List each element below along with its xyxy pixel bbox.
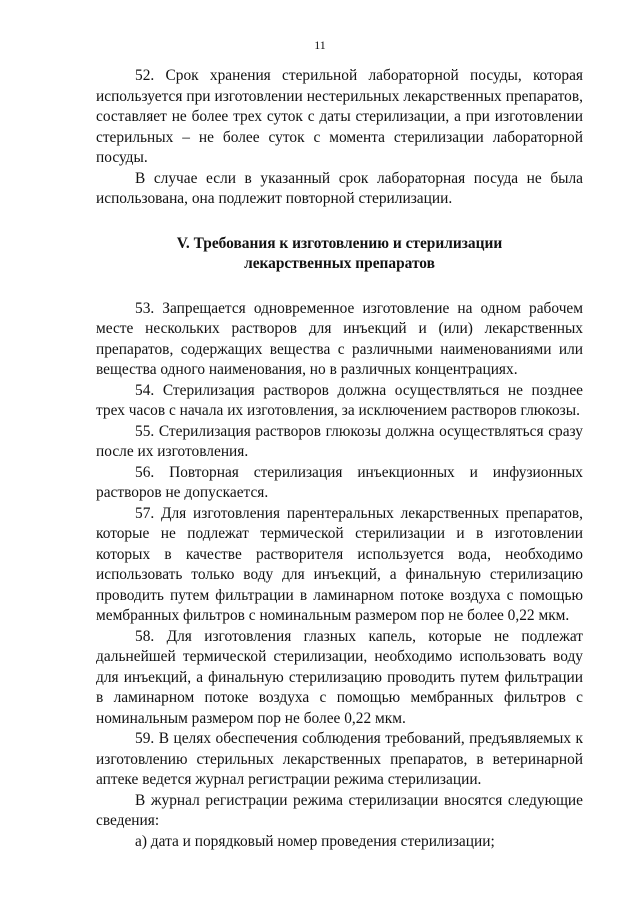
paragraph-58: 58. Для изготовления глазных капель, которые не подлежат дальнейшей термической стерилизации, необходимо использовать воду для инъекций, а финальную стерилизацию проводить путем фильтрации в ламинарном потоке воздуха с помощью мембранных фильтров с номинальным размером пор не более 0,22 мкм. [96, 627, 583, 727]
section-heading [96, 234, 583, 275]
section-heading-line-1: V. Требования к изготовлению и стерилизации [176, 234, 503, 252]
document-body [96, 66, 583, 852]
page-number: 11 [314, 38, 326, 52]
paragraph-59: 59. В целях обеспечения соблюдения требований, предъявляемых к изготовлению стерильных лекарственных препаратов, в ветеринарной аптеке ведется журнал регистрации режима стерилизации. [96, 730, 583, 788]
paragraph-52-continuation: В случае если в указанный срок лабораторная посуда не была использована, она подлежит повторной стерилизации. [96, 169, 583, 207]
paragraph-53: 53. Запрещается одновременное изготовление на одном рабочем месте нескольких растворов для инъекций и (или) лекарственных препаратов, содержащих вещества с различными наименованиями или вещества одного наименования, но в различных концентрациях. [96, 299, 583, 378]
paragraph-59-journal: В журнал регистрации режима стерилизации вносятся следующие сведения: [96, 791, 583, 829]
list-item-a: а) дата и порядковый номер проведения стерилизации; [135, 832, 495, 850]
paragraph-56: 56. Повторная стерилизация инъекционных и инфузионных растворов не допускается. [96, 463, 583, 501]
paragraph-55: 55. Стерилизация растворов глюкозы должна осуществляться сразу после их изготовления. [96, 422, 583, 460]
paragraph-54: 54. Стерилизация растворов должна осуществляться не позднее трех часов с начала их изготовления, за исключением растворов глюкозы. [96, 381, 583, 419]
paragraph-57: 57. Для изготовления парентеральных лекарственных препаратов, которые не подлежат термической стерилизации и в изготовлении которых в качестве растворителя используется вода, необходимо использовать только воду для инъекций, а финальную стерилизацию проводить путем фильтрации в ламинарном потоке воздуха с помощью мембранных фильтров с номинальным размером пор не более 0,22 мкм. [96, 504, 583, 624]
paragraph-52: 52. Срок хранения стерильной лабораторной посуды, которая используется при изготовлении нестерильных лекарственных препаратов, составляет не более трех суток с даты стерилизации, а при изготовлении стерильных – не более суток с момента стерилизации лабораторной посуды. [96, 67, 583, 166]
section-heading-line-2: лекарственных препаратов [244, 255, 435, 272]
